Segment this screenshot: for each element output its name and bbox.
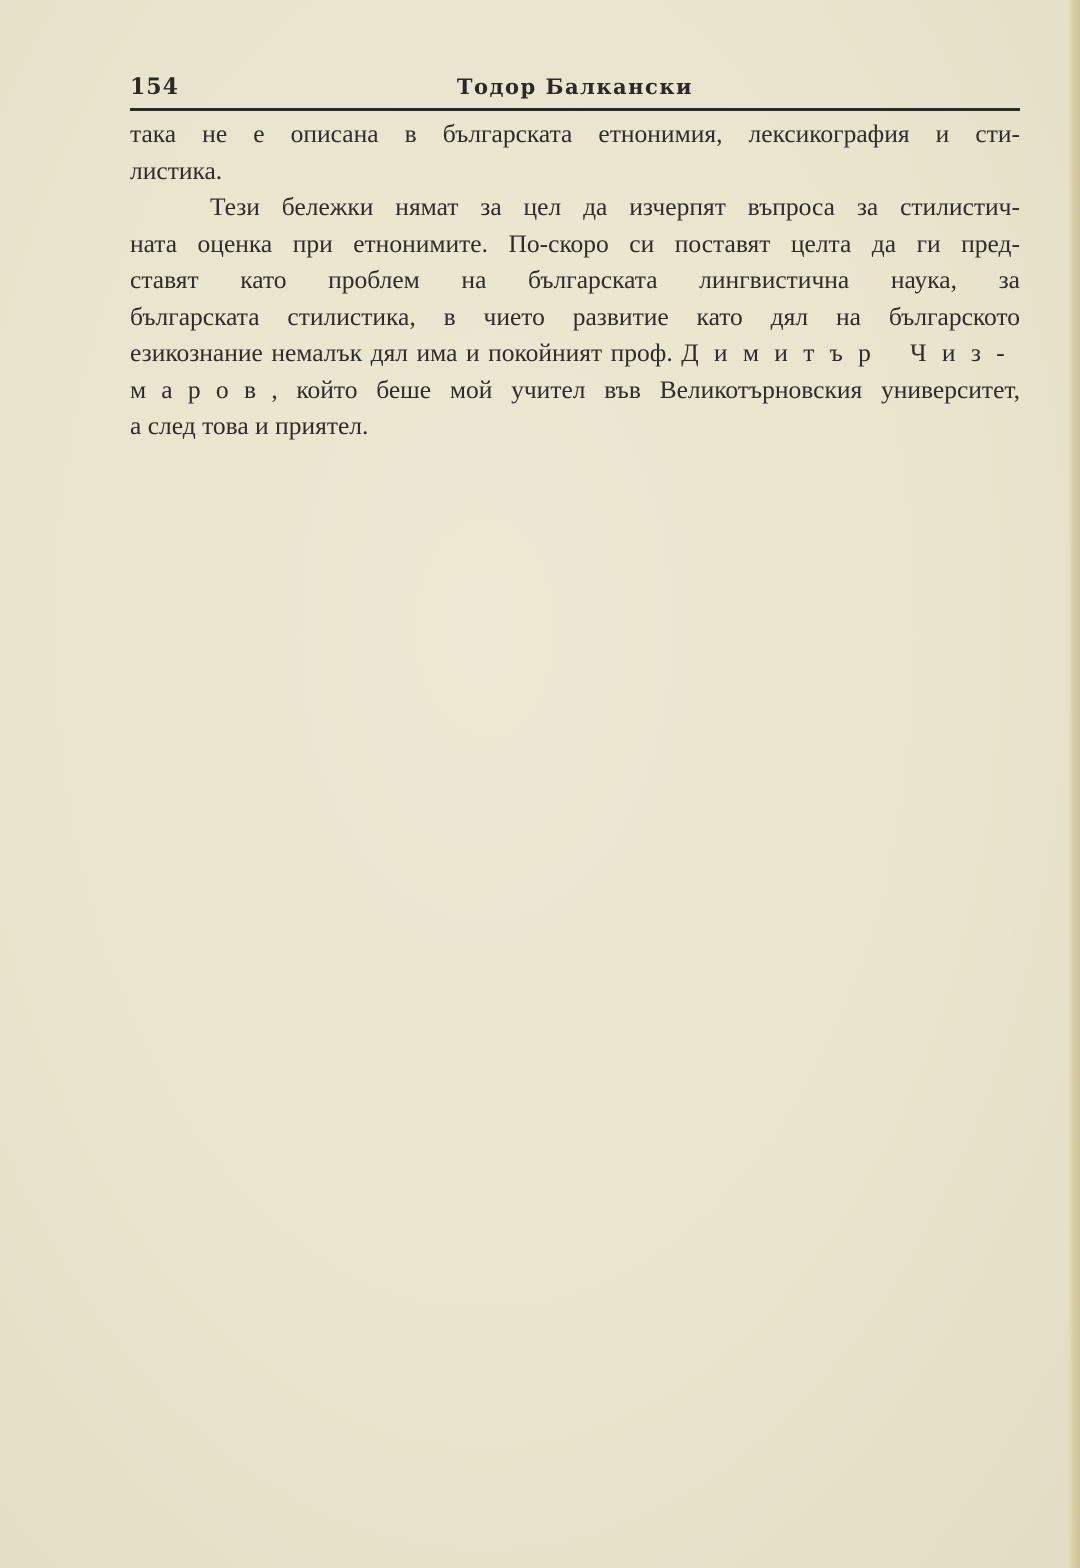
text-fragment: езикознание немалък дял има и покойният проф. bbox=[130, 338, 673, 367]
body-text bbox=[130, 116, 1020, 445]
spaced-person-name: маров bbox=[130, 374, 272, 404]
text-line: листика. bbox=[130, 155, 223, 185]
running-header bbox=[130, 70, 1020, 111]
text-line-with-name bbox=[130, 372, 1020, 409]
text-line: така не е описана в българската етнонимия, лексикография и сти- bbox=[130, 119, 1020, 148]
running-title: Тодор Балкански bbox=[456, 74, 694, 99]
page-edge bbox=[1068, 0, 1080, 1568]
spaced-person-name: Димитър Чиз- bbox=[681, 338, 1020, 367]
text-fragment: , който беше мой учител във Великотърновския университет, bbox=[271, 374, 1020, 404]
text-line: ната оценка при етнонимите. По-скоро си поставят целта да ги пред- bbox=[130, 228, 1020, 258]
text-line: а след това и приятел. bbox=[130, 411, 369, 440]
text-line: българската стилистика, в чието развитие като дял на българското bbox=[130, 301, 1020, 331]
text-line: ставят като проблем на българската лингвистична наука, за bbox=[130, 265, 1020, 294]
text-line-with-name bbox=[130, 335, 1020, 372]
page-number: 154 bbox=[130, 74, 179, 100]
paragraph-first-line: Тези бележки нямат за цел да изчерпят въпроса за стилистич- bbox=[210, 192, 1020, 221]
